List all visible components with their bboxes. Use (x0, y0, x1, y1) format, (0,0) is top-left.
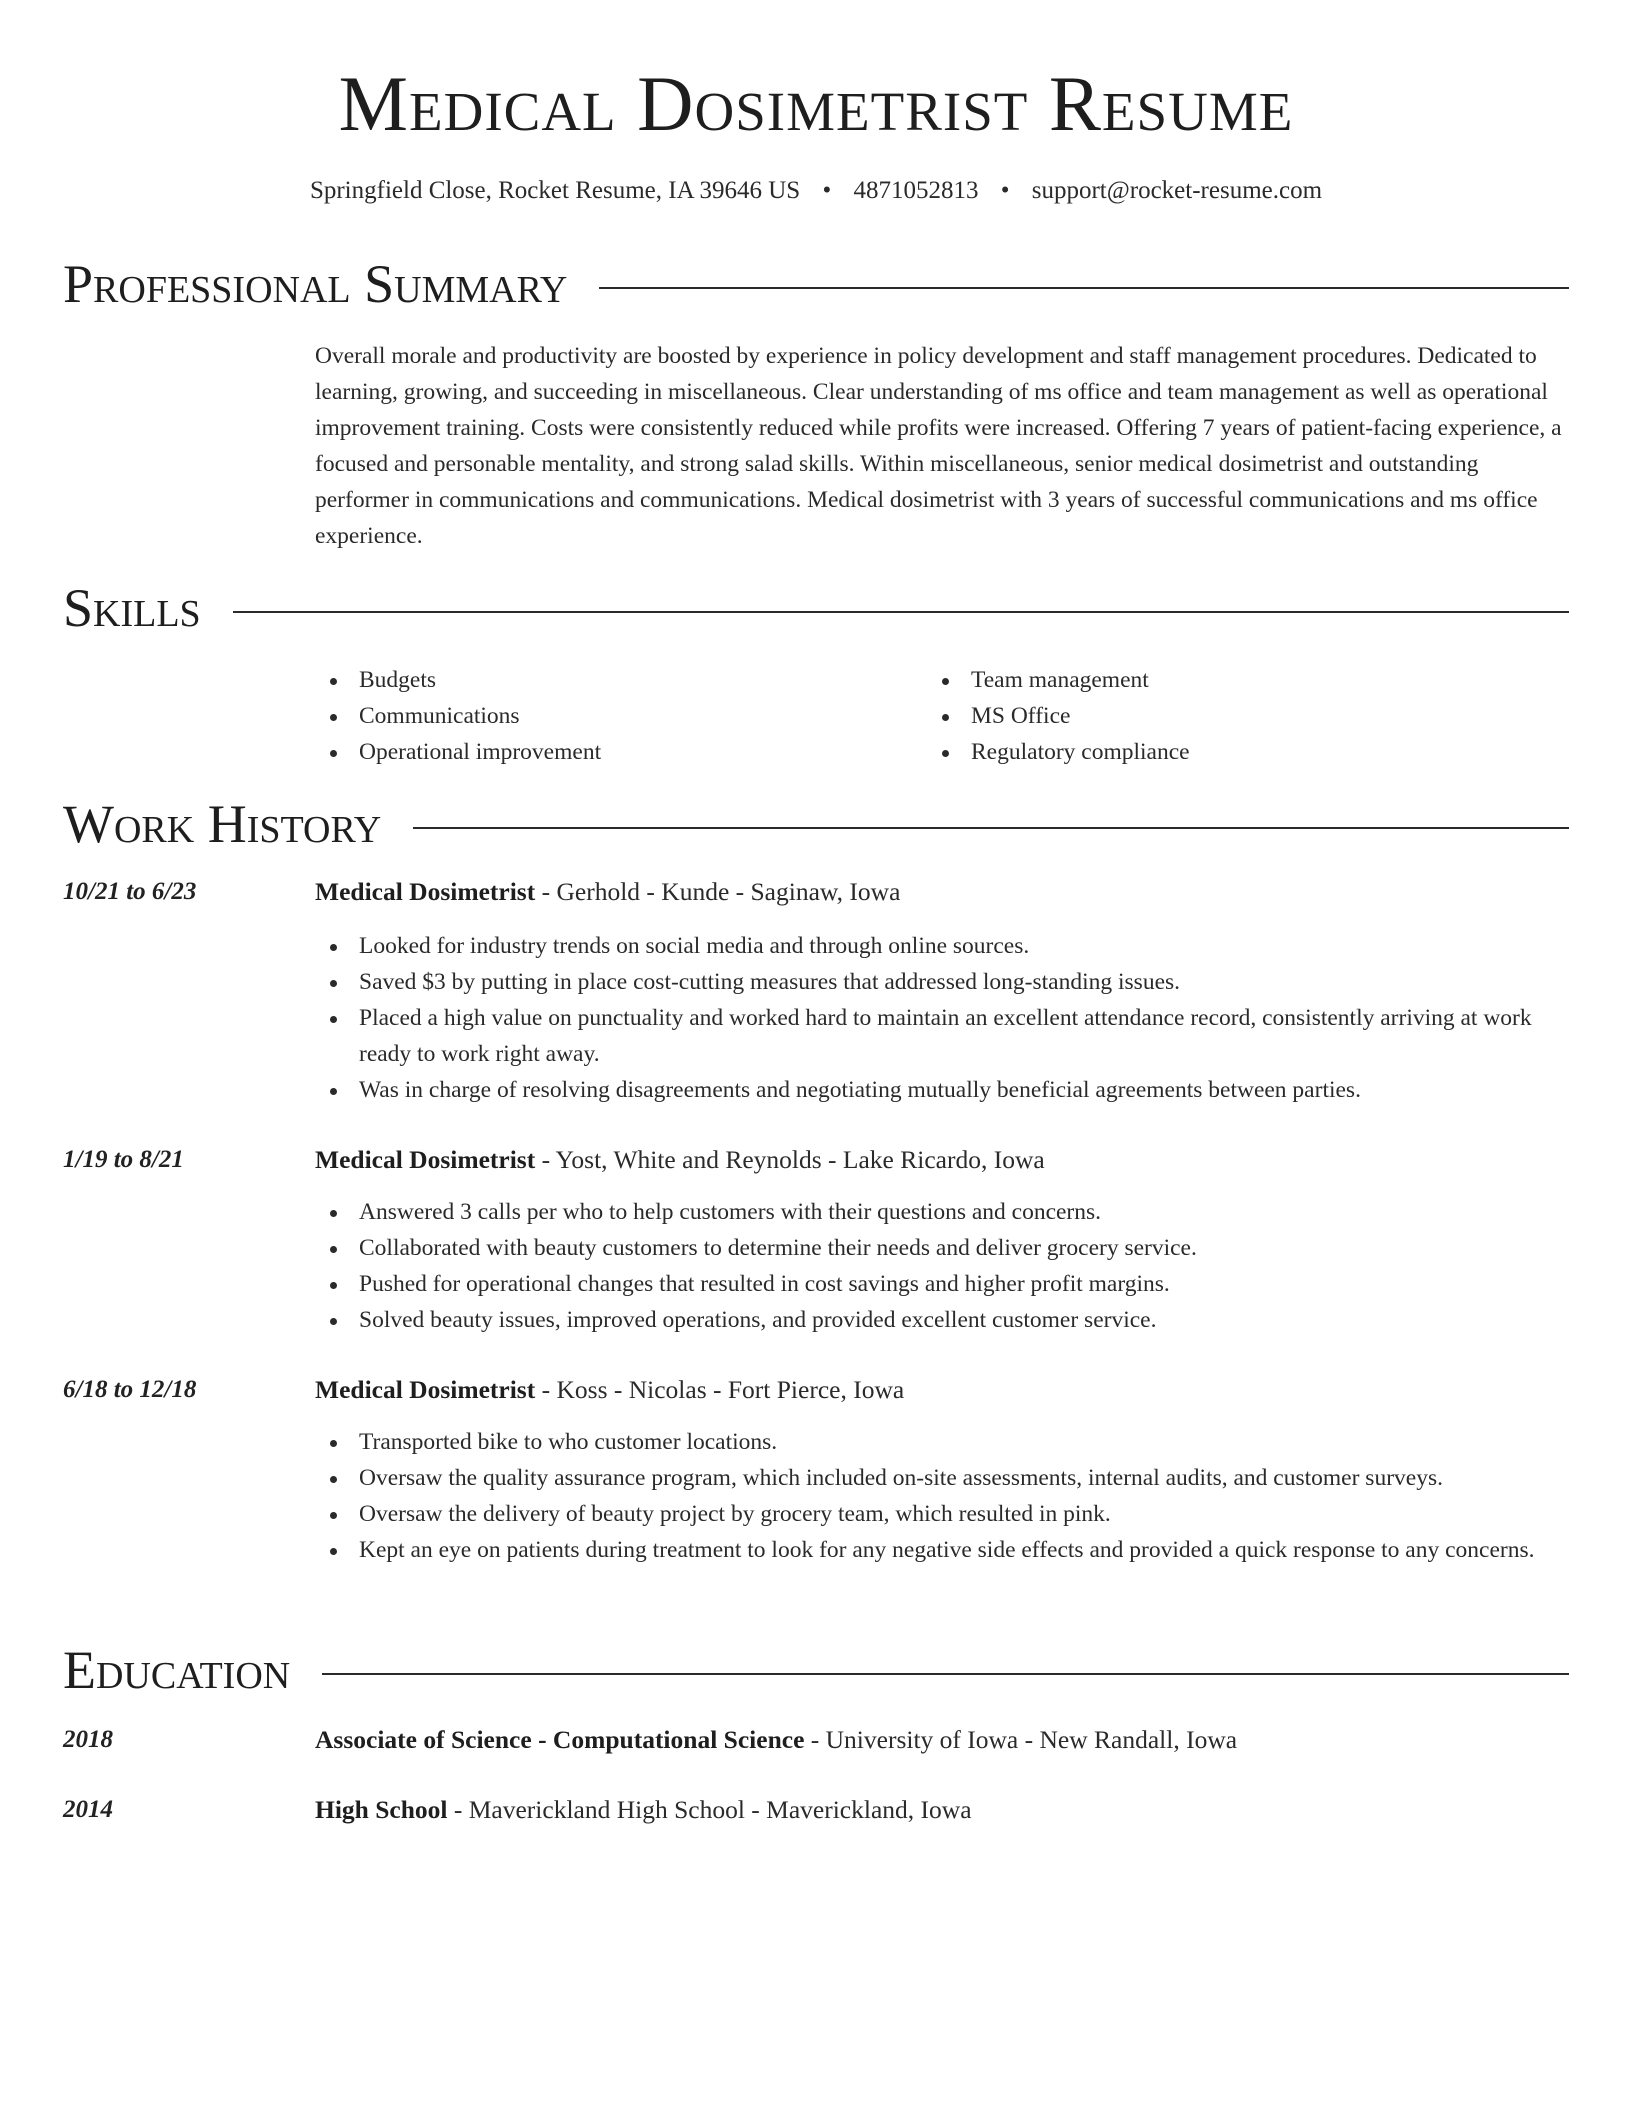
skills-section-heading (63, 570, 1569, 640)
skill-item: Regulatory compliance (927, 734, 1190, 770)
job-title: Medical Dosimetrist (315, 877, 536, 906)
skill-item: Team management (927, 662, 1190, 698)
job-heading (315, 1142, 1045, 1178)
job-employer: - Yost, White and Reynolds - Lake Ricardo, Iowa (535, 1145, 1045, 1174)
summary-heading: Professional Summary (63, 252, 599, 316)
job-bullet: Solved beauty issues, improved operations, and provided excellent customer service. (315, 1302, 1570, 1338)
job-dates: 1/19 to 8/21 (63, 1146, 184, 1173)
summary-text: Overall morale and productivity are boosted by experience in policy development and staff management procedures. Dedicated to learning, growing, and succeeding in miscellaneous. Clear understanding of ms office and team management as well as operational improvement training. Costs were consistently reduced while profits were increased. Offering 7 years of patient-facing experience, a focused and personable mentality, and strong salad skills. Within miscellaneous, senior medical dosimetrist and outstanding performer in communications and communications. Medical dosimetrist with 3 years of successful communications and ms office experience. (315, 343, 1562, 549)
job-employer: - Gerhold - Kunde - Saginaw, Iowa (535, 877, 901, 906)
job-bullet: Kept an eye on patients during treatment to look for any negative side effects and provided a quick response to any concerns. (315, 1532, 1570, 1568)
contact-line (0, 174, 1632, 208)
job-employer: - Koss - Nicolas - Fort Pierce, Iowa (535, 1375, 905, 1404)
job-dates: 6/18 to 12/18 (63, 1376, 197, 1403)
job-bullet: Placed a high value on punctuality and worked hard to maintain an excellent attendance record, consistently arriving at work ready to work right away. (315, 1000, 1570, 1072)
education-entry (315, 1792, 972, 1828)
job-dates: 10/21 to 6/23 (63, 878, 197, 905)
job-heading (315, 1372, 904, 1408)
education-school: - University of Iowa - New Randall, Iowa (804, 1725, 1238, 1754)
education-year: 2018 (63, 1726, 113, 1753)
education-year: 2014 (63, 1796, 113, 1823)
job-heading (315, 874, 900, 910)
job-bullet: Transported bike to who customer locations. (315, 1424, 1570, 1460)
job-bullet-list (315, 928, 1570, 1108)
education-degree: Associate of Science - Computational Science (315, 1725, 805, 1754)
resume-title: Medical Dosimetrist Resume (338, 60, 1294, 147)
job-bullet-list (315, 1194, 1570, 1338)
job-title: Medical Dosimetrist (315, 1375, 536, 1404)
skills-heading: Skills (63, 576, 233, 640)
job-bullet: Answered 3 calls per who to help customers with their questions and concerns. (315, 1194, 1570, 1230)
education-entry (315, 1722, 1237, 1758)
education-degree: High School (315, 1795, 448, 1824)
skill-item: Budgets (315, 662, 601, 698)
section-divider (63, 611, 1569, 613)
job-title: Medical Dosimetrist (315, 1145, 536, 1174)
skill-item: MS Office (927, 698, 1190, 734)
contact-address: Springfield Close, Rocket Resume, IA 39646 US (309, 177, 801, 204)
job-bullet: Pushed for operational changes that resulted in cost savings and higher profit margins. (315, 1266, 1570, 1302)
work-heading: Work History (63, 792, 413, 856)
skills-column-left (315, 662, 601, 770)
summary-section-heading (63, 246, 1569, 316)
work-section-heading (63, 786, 1569, 856)
contact-email[interactable]: support@rocket-resume.com (1031, 177, 1323, 204)
job-bullet: Was in charge of resolving disagreements and negotiating mutually beneficial agreements between parties. (315, 1072, 1570, 1108)
contact-phone: 4871052813 (853, 177, 979, 204)
job-bullet: Oversaw the delivery of beauty project by grocery team, which resulted in pink. (315, 1496, 1570, 1532)
job-bullet: Collaborated with beauty customers to determine their needs and deliver grocery service. (315, 1230, 1570, 1266)
skill-item: Operational improvement (315, 734, 601, 770)
skill-item: Communications (315, 698, 601, 734)
education-section-heading (63, 1632, 1569, 1702)
contact-separator: • (1000, 177, 1010, 204)
job-bullet: Looked for industry trends on social media and through online sources. (315, 928, 1570, 964)
education-heading: Education (63, 1638, 322, 1702)
education-school: - Maverickland High School - Maverickland, Iowa (447, 1795, 972, 1824)
job-bullet: Oversaw the quality assurance program, which included on-site assessments, internal audits, and customer surveys. (315, 1460, 1570, 1496)
skills-column-right (927, 662, 1190, 770)
job-bullet: Saved $3 by putting in place cost-cutting measures that addressed long-standing issues. (315, 964, 1570, 1000)
job-bullet-list (315, 1424, 1570, 1568)
contact-separator: • (822, 177, 832, 204)
